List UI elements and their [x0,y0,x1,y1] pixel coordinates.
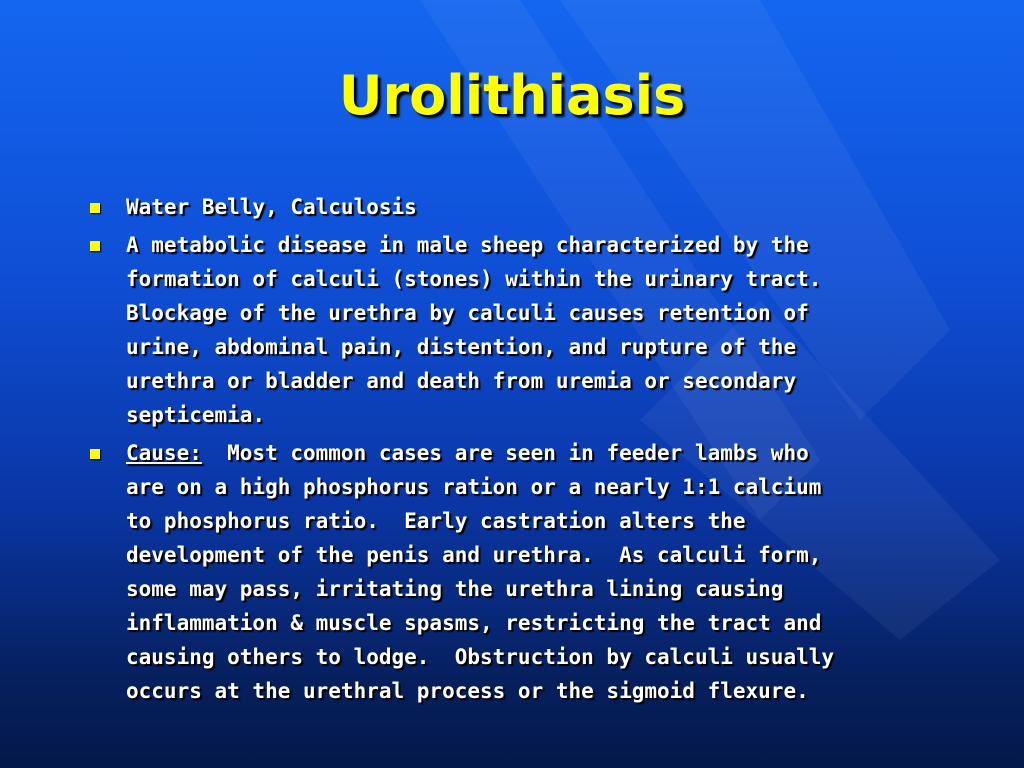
bullet-line: to phosphorus ratio. Early castration alters the [126,509,746,533]
bullet-line: A metabolic disease in male sheep characterized by the [126,233,809,257]
bullet-line: septicemia. [126,403,266,427]
bullet-line: are on a high phosphorus ration or a nearly 1:1 calcium [126,475,822,499]
bullet-line: urethra or bladder and death from uremia or secondary [126,369,797,393]
bullet-line: urine, abdominal pain, distention, and rupture of the [126,335,797,359]
bullet-line: some may pass, irritating the urethra lining causing [126,577,784,601]
square-bullet-icon [90,203,100,213]
square-bullet-icon [90,449,100,459]
bullet-line: occurs at the urethral process or the sigmoid flexure. [126,679,809,703]
slide-title: Urolithiasis [338,64,686,127]
cause-text: Most common cases are seen in feeder lambs who [201,441,809,465]
bullet-line-first [126,436,944,470]
bullet-item-3 [88,436,944,708]
square-bullet-icon [90,241,100,251]
bullet-line: development of the penis and urethra. As calculi form, [126,543,822,567]
bullet-item-2 [88,228,944,432]
bullet-line: Blockage of the urethra by calculi causes retention of [126,301,809,325]
bullet-line: Water Belly, Calculosis [126,195,417,219]
bullet-line: causing others to lodge. Obstruction by calculi usually [126,645,835,669]
cause-label: Cause: [126,441,202,465]
bullet-list [88,190,944,712]
bullet-item-1 [88,190,944,224]
bullet-line: formation of calculi (stones) within the urinary tract. [126,267,822,291]
bullet-line: inflammation & muscle spasms, restricting the tract and [126,611,822,635]
